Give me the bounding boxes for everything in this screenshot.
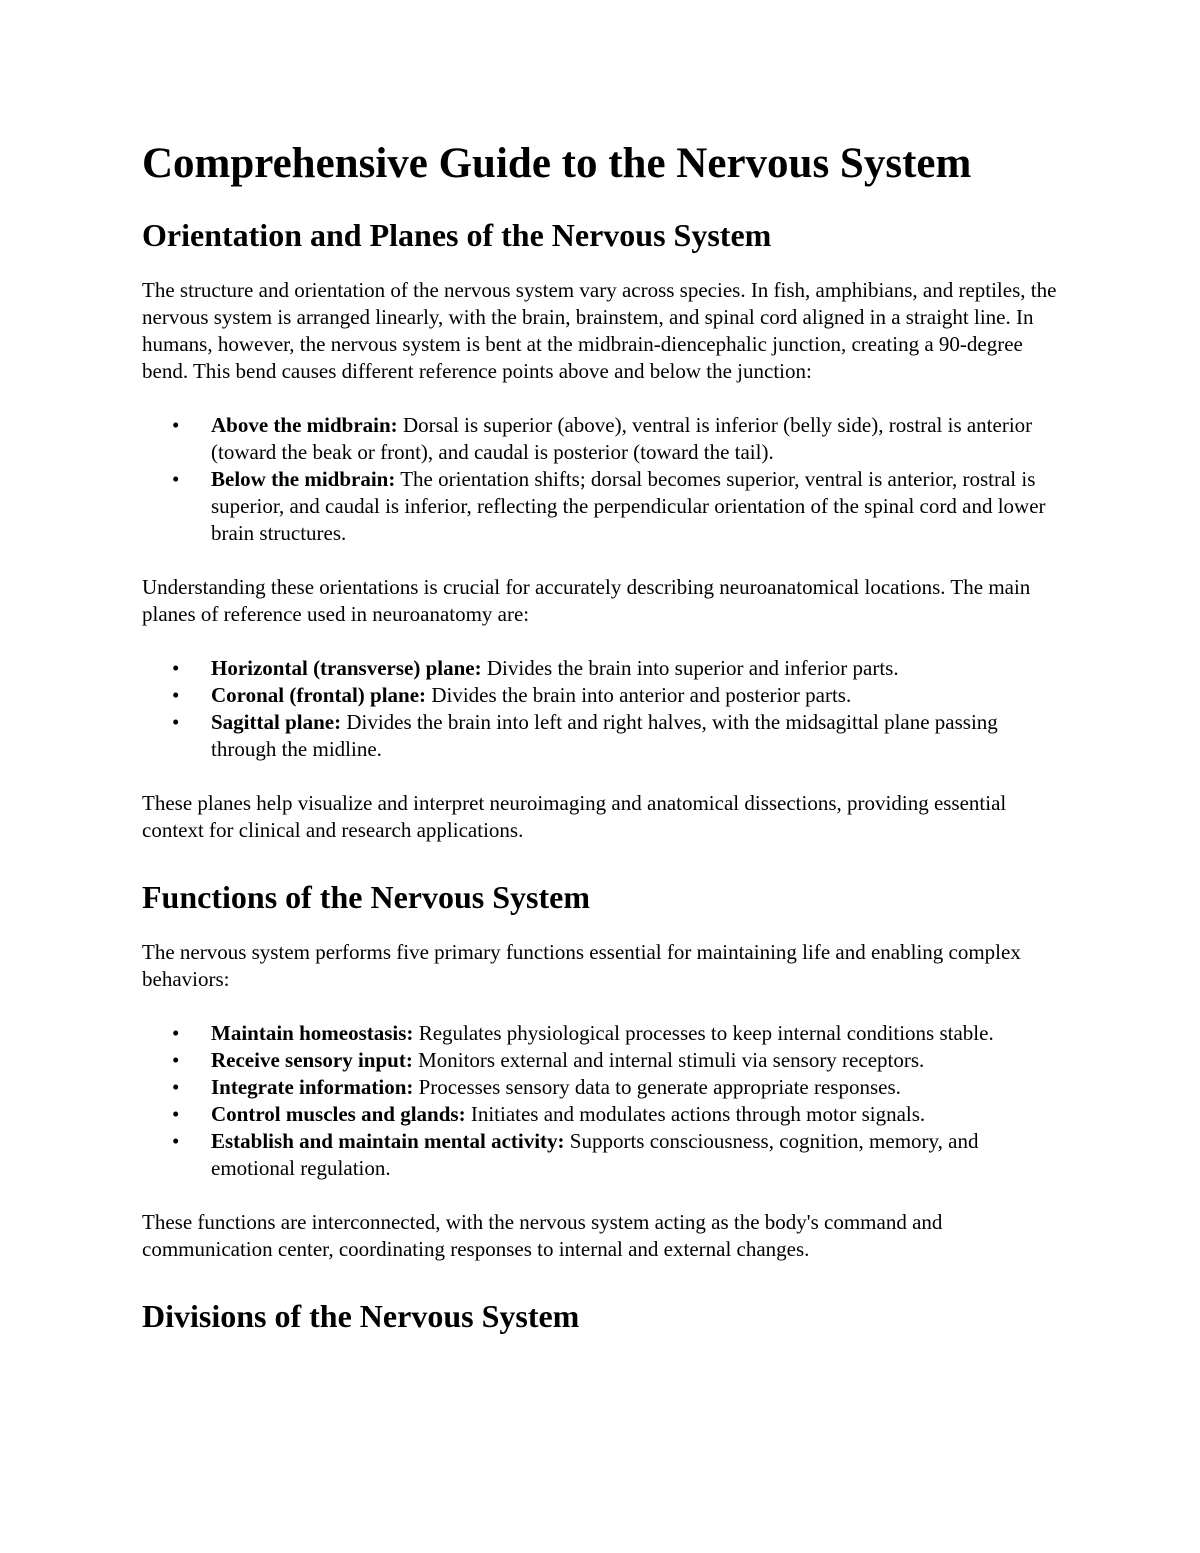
document-title: Comprehensive Guide to the Nervous System <box>142 140 972 187</box>
list-item-text: Supports consciousness, cognition, memory, and emotional regulation. <box>211 1129 979 1180</box>
bullet-icon: • <box>172 1075 180 1099</box>
list-item-text: Divides the brain into anterior and posterior parts. <box>426 683 852 707</box>
bullet-icon: • <box>172 1048 180 1072</box>
list-item-term: Coronal (frontal) plane: <box>211 683 427 707</box>
bullet-icon: • <box>172 1129 180 1153</box>
planes-intro-paragraph: Understanding these orientations is crucial for accurately describing neuroanatomical locations. The main planes of reference used in neuroanatomy are: <box>142 575 1031 626</box>
list-item-term: Integrate information: <box>211 1075 414 1099</box>
list-item-text: Divides the brain into superior and inferior parts. <box>481 656 899 680</box>
planes-closing-paragraph: These planes help visualize and interpret neuroimaging and anatomical dissections, providing essential context for clinical and research applications. <box>142 791 1007 842</box>
list-item-text: Regulates physiological processes to keep internal conditions stable. <box>413 1021 994 1045</box>
functions-intro-paragraph: The nervous system performs five primary functions essential for maintaining life and enabling complex behaviors: <box>142 940 1021 991</box>
list-item-term: Receive sensory input: <box>211 1048 413 1072</box>
document-page <box>142 138 1062 1358</box>
list-item <box>142 1074 1062 1101</box>
bullet-icon: • <box>172 413 180 437</box>
section-heading-orientation: Orientation and Planes of the Nervous System <box>142 217 772 253</box>
list-item-term: Horizontal (transverse) plane: <box>211 656 482 680</box>
list-item <box>142 1020 1062 1047</box>
list-item <box>142 1101 1062 1128</box>
bullet-icon: • <box>172 1102 180 1126</box>
section-heading-divisions: Divisions of the Nervous System <box>142 1298 580 1334</box>
list-item <box>142 1047 1062 1074</box>
list-item-term: Maintain homeostasis: <box>211 1021 414 1045</box>
list-item <box>142 655 1062 682</box>
list-item <box>142 1128 1062 1182</box>
list-item-text: Processes sensory data to generate appropriate responses. <box>413 1075 901 1099</box>
bullet-icon: • <box>172 1021 180 1045</box>
list-item-text: Dorsal is superior (above), ventral is inferior (belly side), rostral is anterior (toward the beak or front), and caudal is posterior (toward the tail). <box>211 413 1033 464</box>
list-item-text: Initiates and modulates actions through motor signals. <box>465 1102 926 1126</box>
list-item-term: Above the midbrain: <box>211 413 398 437</box>
list-item <box>142 466 1062 547</box>
list-item-text: The orientation shifts; dorsal becomes superior, ventral is anterior, rostral is superior, and caudal is inferior, reflecting the perpendicular orientation of the spinal cord and lower brain structures. <box>211 467 1046 545</box>
list-item <box>142 412 1062 466</box>
planes-list <box>142 655 1062 763</box>
functions-closing-paragraph: These functions are interconnected, with the nervous system acting as the body's command and communication center, coordinating responses to internal and external changes. <box>142 1210 943 1261</box>
bullet-icon: • <box>172 656 180 680</box>
orientation-intro-paragraph: The structure and orientation of the nervous system vary across species. In fish, amphibians, and reptiles, the nervous system is arranged linearly, with the brain, brainstem, and spinal cord aligned in a straight line. In humans, however, the nervous system is bent at the midbrain-diencephalic junction, creating a 90-degree bend. This bend causes different reference points above and below the junction: <box>142 278 1057 383</box>
bullet-icon: • <box>172 467 180 491</box>
list-item-term: Below the midbrain: <box>211 467 396 491</box>
list-item <box>142 682 1062 709</box>
list-item-term: Control muscles and glands: <box>211 1102 466 1126</box>
bullet-icon: • <box>172 683 180 707</box>
functions-list <box>142 1020 1062 1182</box>
list-item-term: Sagittal plane: <box>211 710 342 734</box>
list-item-term: Establish and maintain mental activity: <box>211 1129 565 1153</box>
orientation-list <box>142 412 1062 547</box>
bullet-icon: • <box>172 710 180 734</box>
list-item <box>142 709 1062 763</box>
list-item-text: Monitors external and internal stimuli via sensory receptors. <box>412 1048 925 1072</box>
list-item-text: Divides the brain into left and right halves, with the midsagittal plane passing through the midline. <box>211 710 998 761</box>
section-heading-functions: Functions of the Nervous System <box>142 879 590 915</box>
